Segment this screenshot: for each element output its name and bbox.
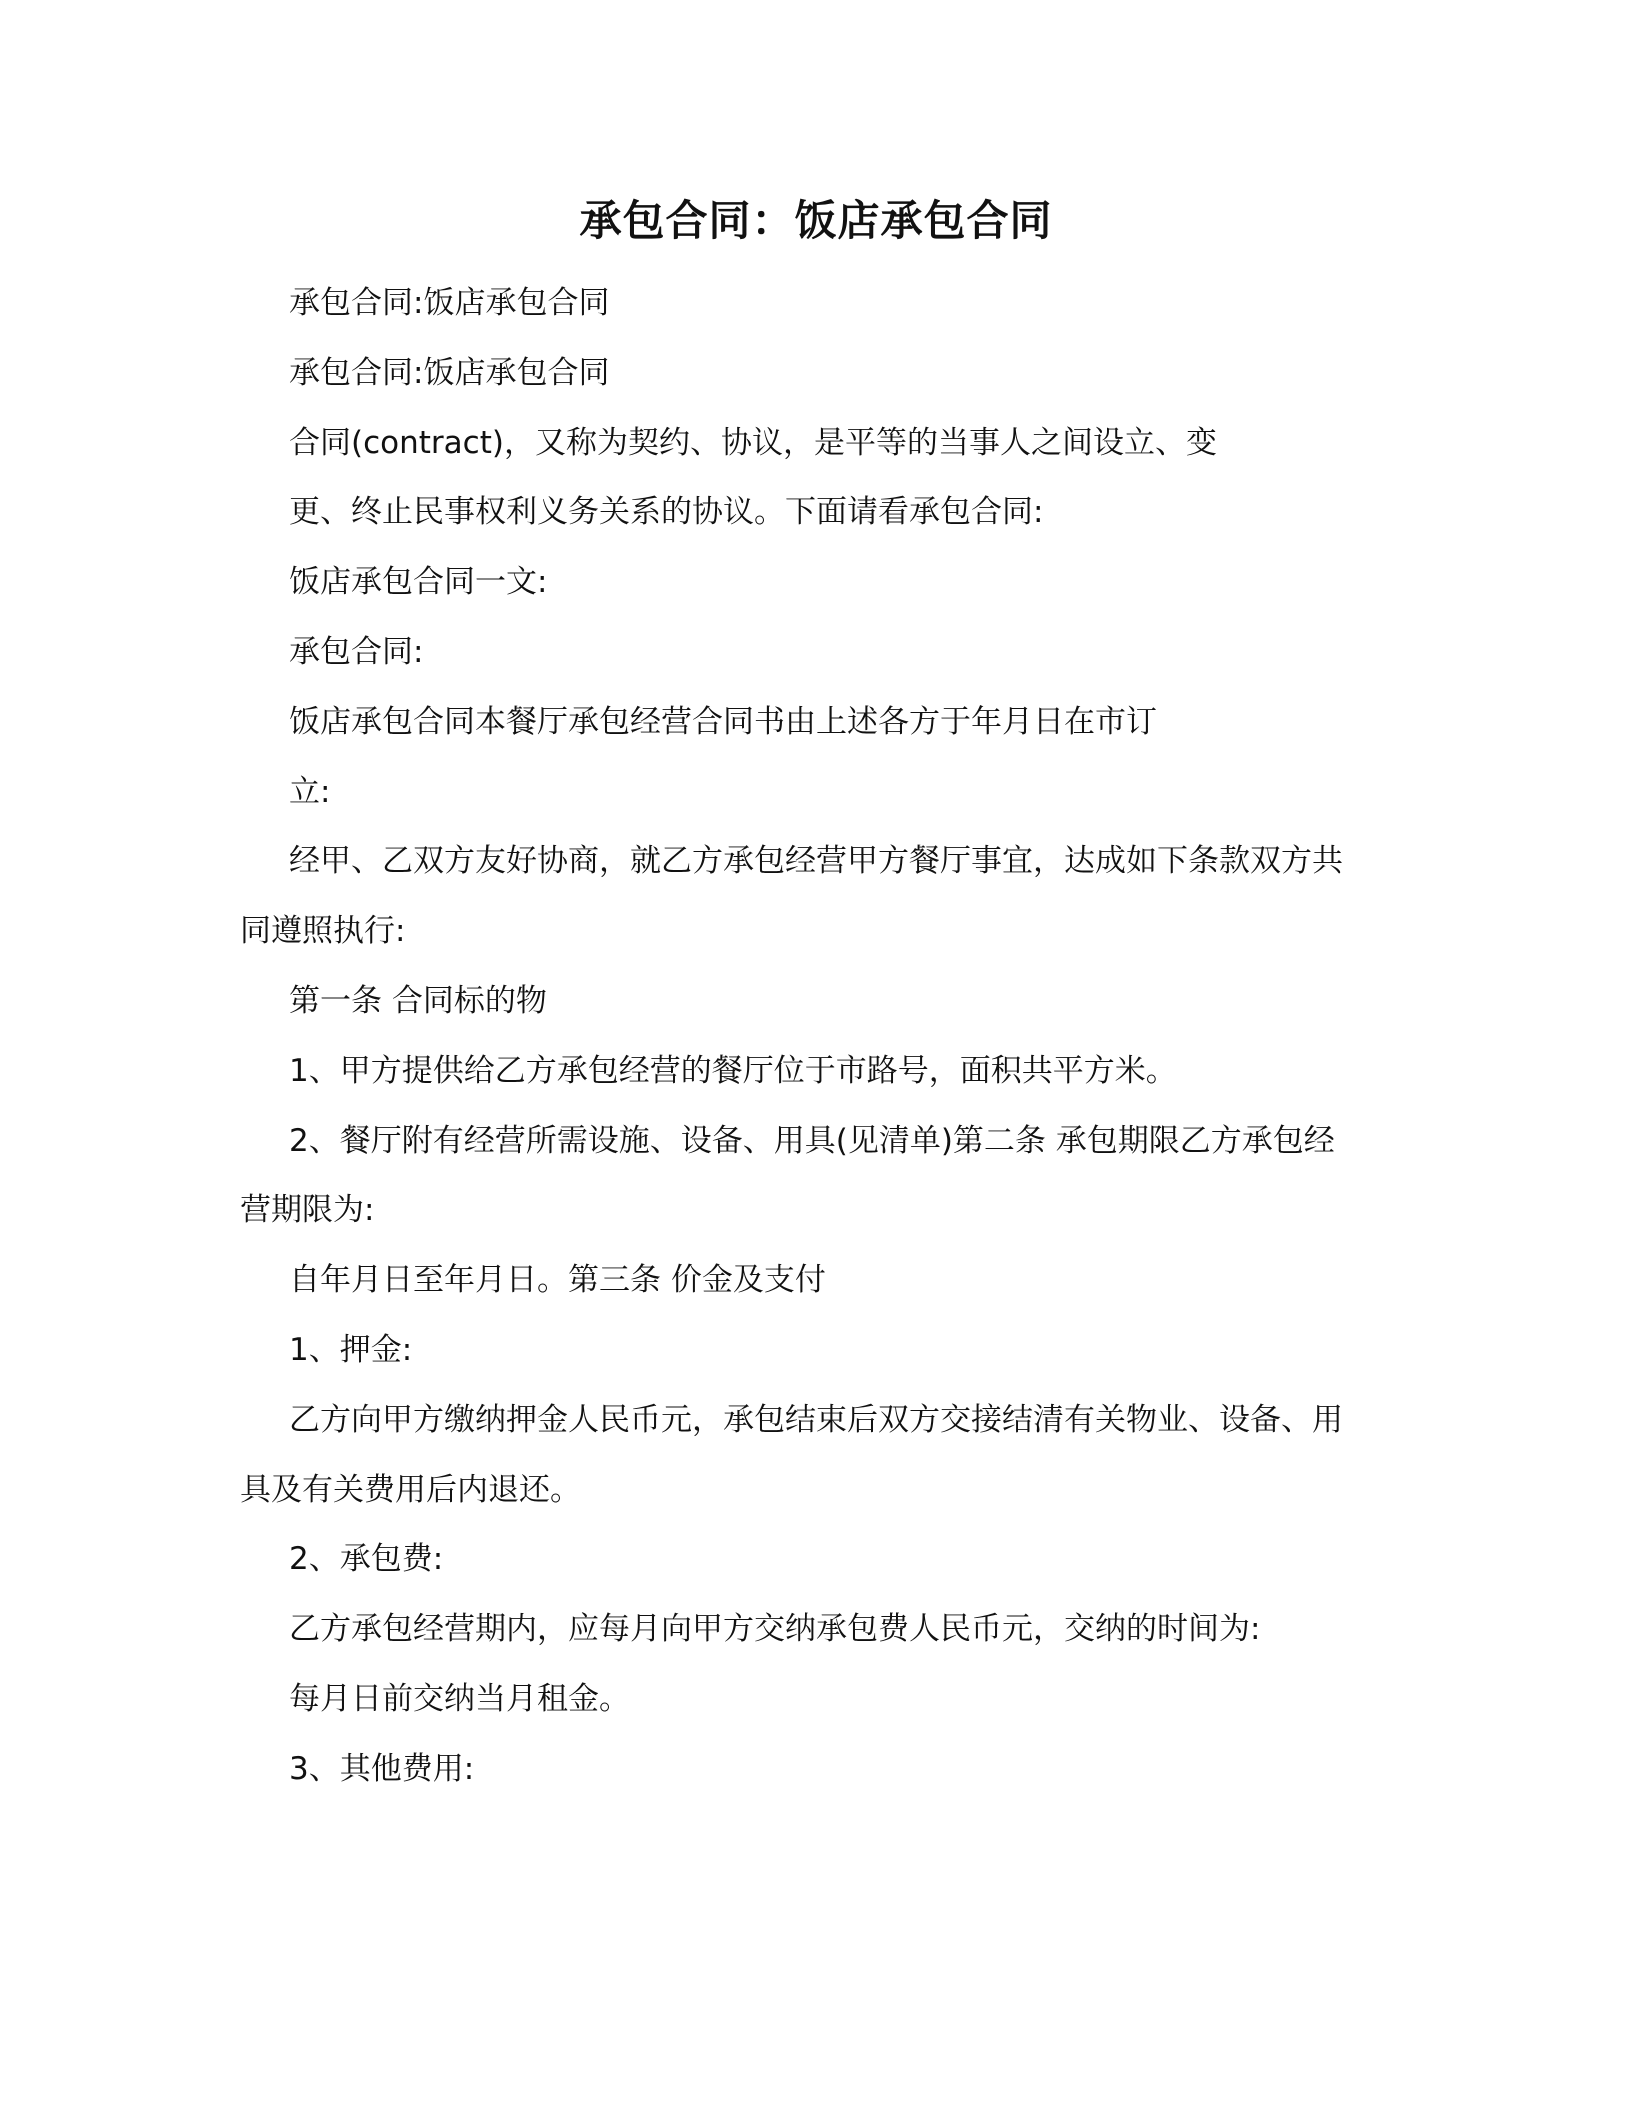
body-line: 承包合同: [289, 633, 424, 670]
body-line: 自年月日至年月日。第三条 价金及支付 [289, 1262, 826, 1299]
body-line: 3、其他费用: [289, 1750, 475, 1787]
body-line: 承包合同:饭店承包合同 [289, 285, 610, 321]
document-title: 承包合同：饭店承包合同 [579, 196, 1053, 245]
body-line: 同遵照执行: [240, 913, 406, 950]
body-line: 合同(contract)，又称为契约、协议，是平等的当事人之间设立、变 [289, 424, 1217, 461]
body-line: 饭店承包合同一文: [289, 564, 548, 601]
body-line: 更、终止民事权利义务关系的协议。下面请看承包合同: [289, 494, 1044, 531]
body-line: 乙方向甲方缴纳押金人民币元，承包结束后双方交接结清有关物业、设备、用 [289, 1401, 1343, 1438]
body-line: 具及有关费用后内退还。 [240, 1471, 581, 1508]
body-line: 1、甲方提供给乙方承包经营的餐厅位于市路号，面积共平方米。 [289, 1052, 1177, 1089]
body-line: 经甲、乙双方友好协商，就乙方承包经营甲方餐厅事宜，达成如下条款双方共 [289, 843, 1343, 880]
body-line: 2、餐厅附有经营所需设施、设备、用具(见清单)第二条 承包期限乙方承包经 [289, 1122, 1335, 1159]
body-line: 2、承包费: [289, 1541, 444, 1578]
body-line: 乙方承包经营期内，应每月向甲方交纳承包费人民币元，交纳的时间为: [289, 1611, 1261, 1648]
body-line: 立: [289, 773, 331, 810]
body-line: 第一条 合同标的物 [289, 982, 547, 1019]
body-line: 每月日前交纳当月租金。 [289, 1680, 630, 1717]
body-line: 1、押金: [289, 1331, 413, 1368]
body-line: 饭店承包合同本餐厅承包经营合同书由上述各方于年月日在市订 [289, 703, 1157, 740]
body-line: 营期限为: [240, 1192, 375, 1229]
document-body [240, 269, 1370, 1805]
body-line: 承包合同:饭店承包合同 [289, 354, 610, 391]
